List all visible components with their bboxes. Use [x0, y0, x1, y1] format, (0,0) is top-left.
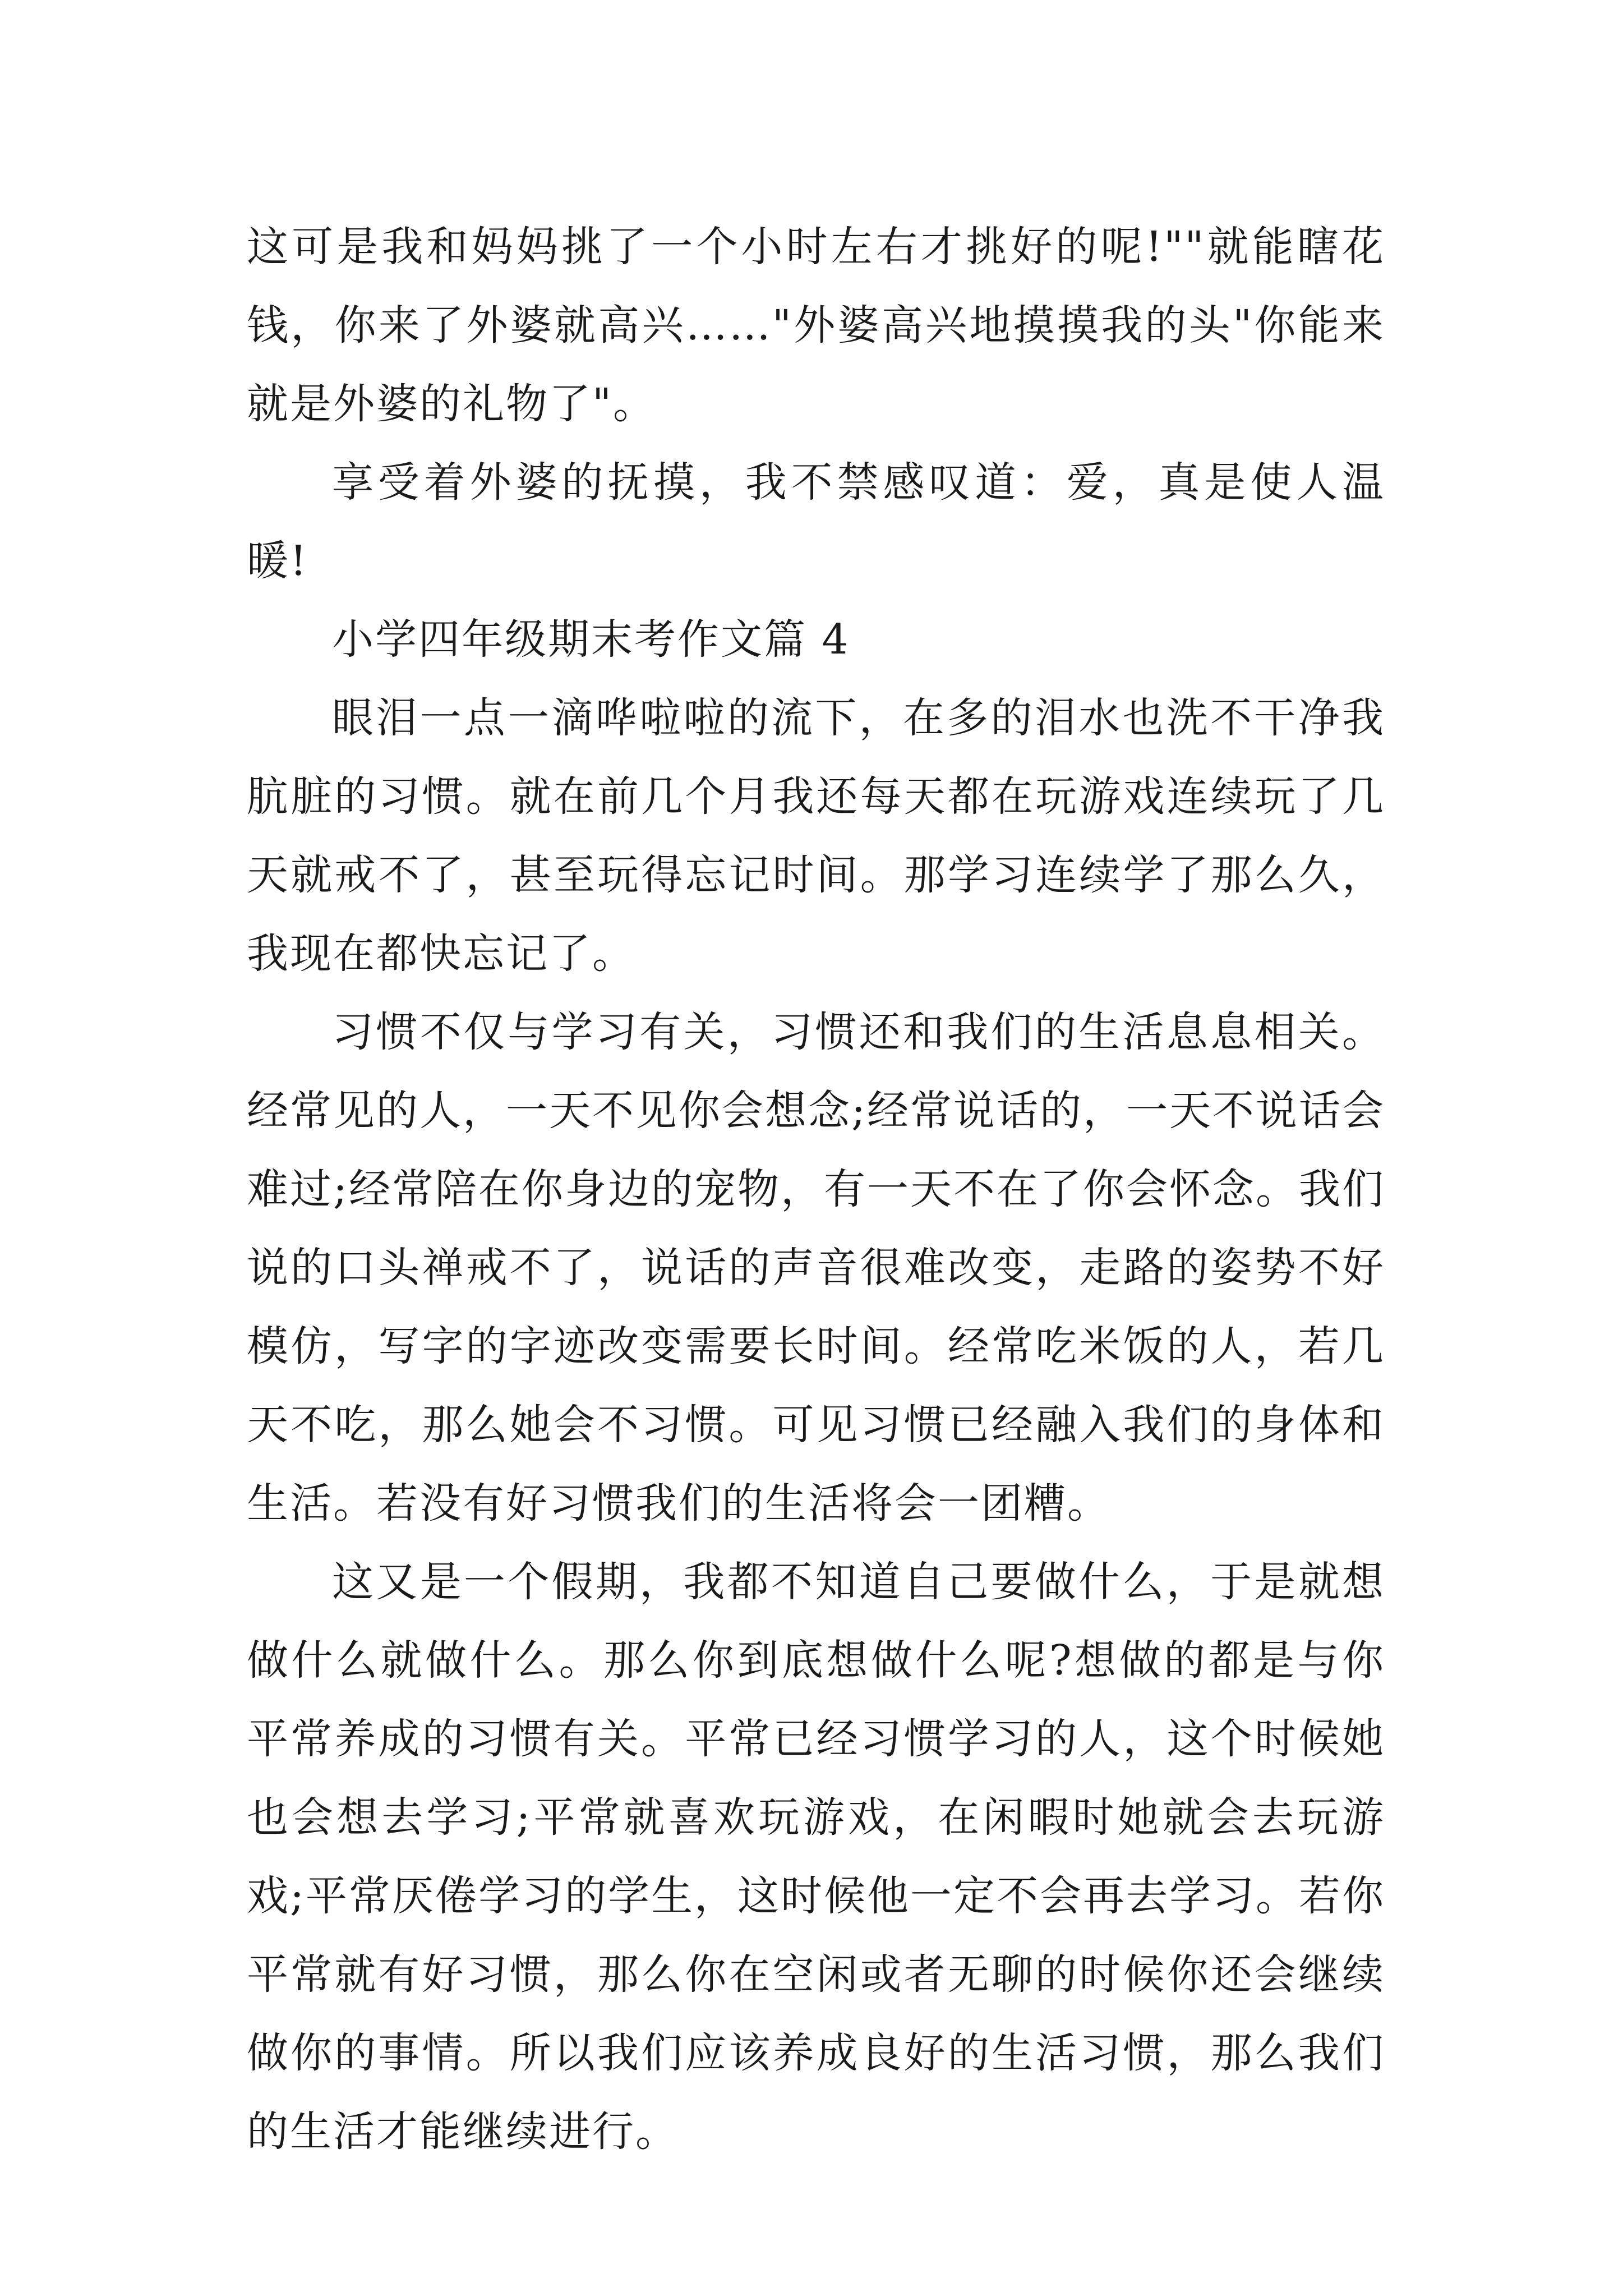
- paragraph-tears: 眼泪一点一滴哗啦啦的流下，在多的泪水也洗不干净我肮脏的习惯。就在前几个月我还每天都在玩游戏连续玩了几天就戒不了，甚至玩得忘记时间。那学习连续学了那么久，我现在都快忘记了。: [247, 694, 1385, 978]
- paragraph-holiday: 这又是一个假期，我都不知道自己要做什么，于是就想做什么就做什么。那么你到底想做什么呢?想做的都是与你平常养成的习惯有关。平常已经习惯学习的人，这个时候她也会想去学习;平常就喜欢玩游戏，在闲暇时她就会去玩游戏;平常厌倦学习的学生，这时候他一定不会再去学习。若你平常就有好习惯，那么你在空闲或者无聊的时候你还会继续做你的事情。所以我们应该养成良好的生活习惯，那么我们的生活才能继续进行。: [247, 1558, 1385, 2156]
- paragraph-habits-life: 习惯不仅与学习有关，习惯还和我们的生活息息相关。经常见的人，一天不见你会想念;经常说话的，一天不说话会难过;经常陪在你身边的宠物，有一天不在了你会怀念。我们说的口头禅戒不了，说话的声音很难改变，走路的姿势不好模仿，写字的字迹改变需要长时间。经常吃米饭的人，若几天不吃，那么她会不习惯。可见习惯已经融入我们的身体和生活。若没有好习惯我们的生活将会一团糟。: [247, 1008, 1385, 1527]
- essay-title: 小学四年级期末考作文篇 4: [332, 615, 850, 664]
- document-body: [247, 208, 1385, 2171]
- paragraph-continuation: 这可是我和妈妈挑了一个小时左右才挑好的呢!""就能瞎花钱，你来了外婆就高兴……"外婆高兴地摸摸我的头"你能来就是外婆的礼物了"。: [247, 223, 1385, 428]
- paragraph-warmth: 享受着外婆的抚摸，我不禁感叹道：爱，真是使人温暖!: [247, 458, 1385, 585]
